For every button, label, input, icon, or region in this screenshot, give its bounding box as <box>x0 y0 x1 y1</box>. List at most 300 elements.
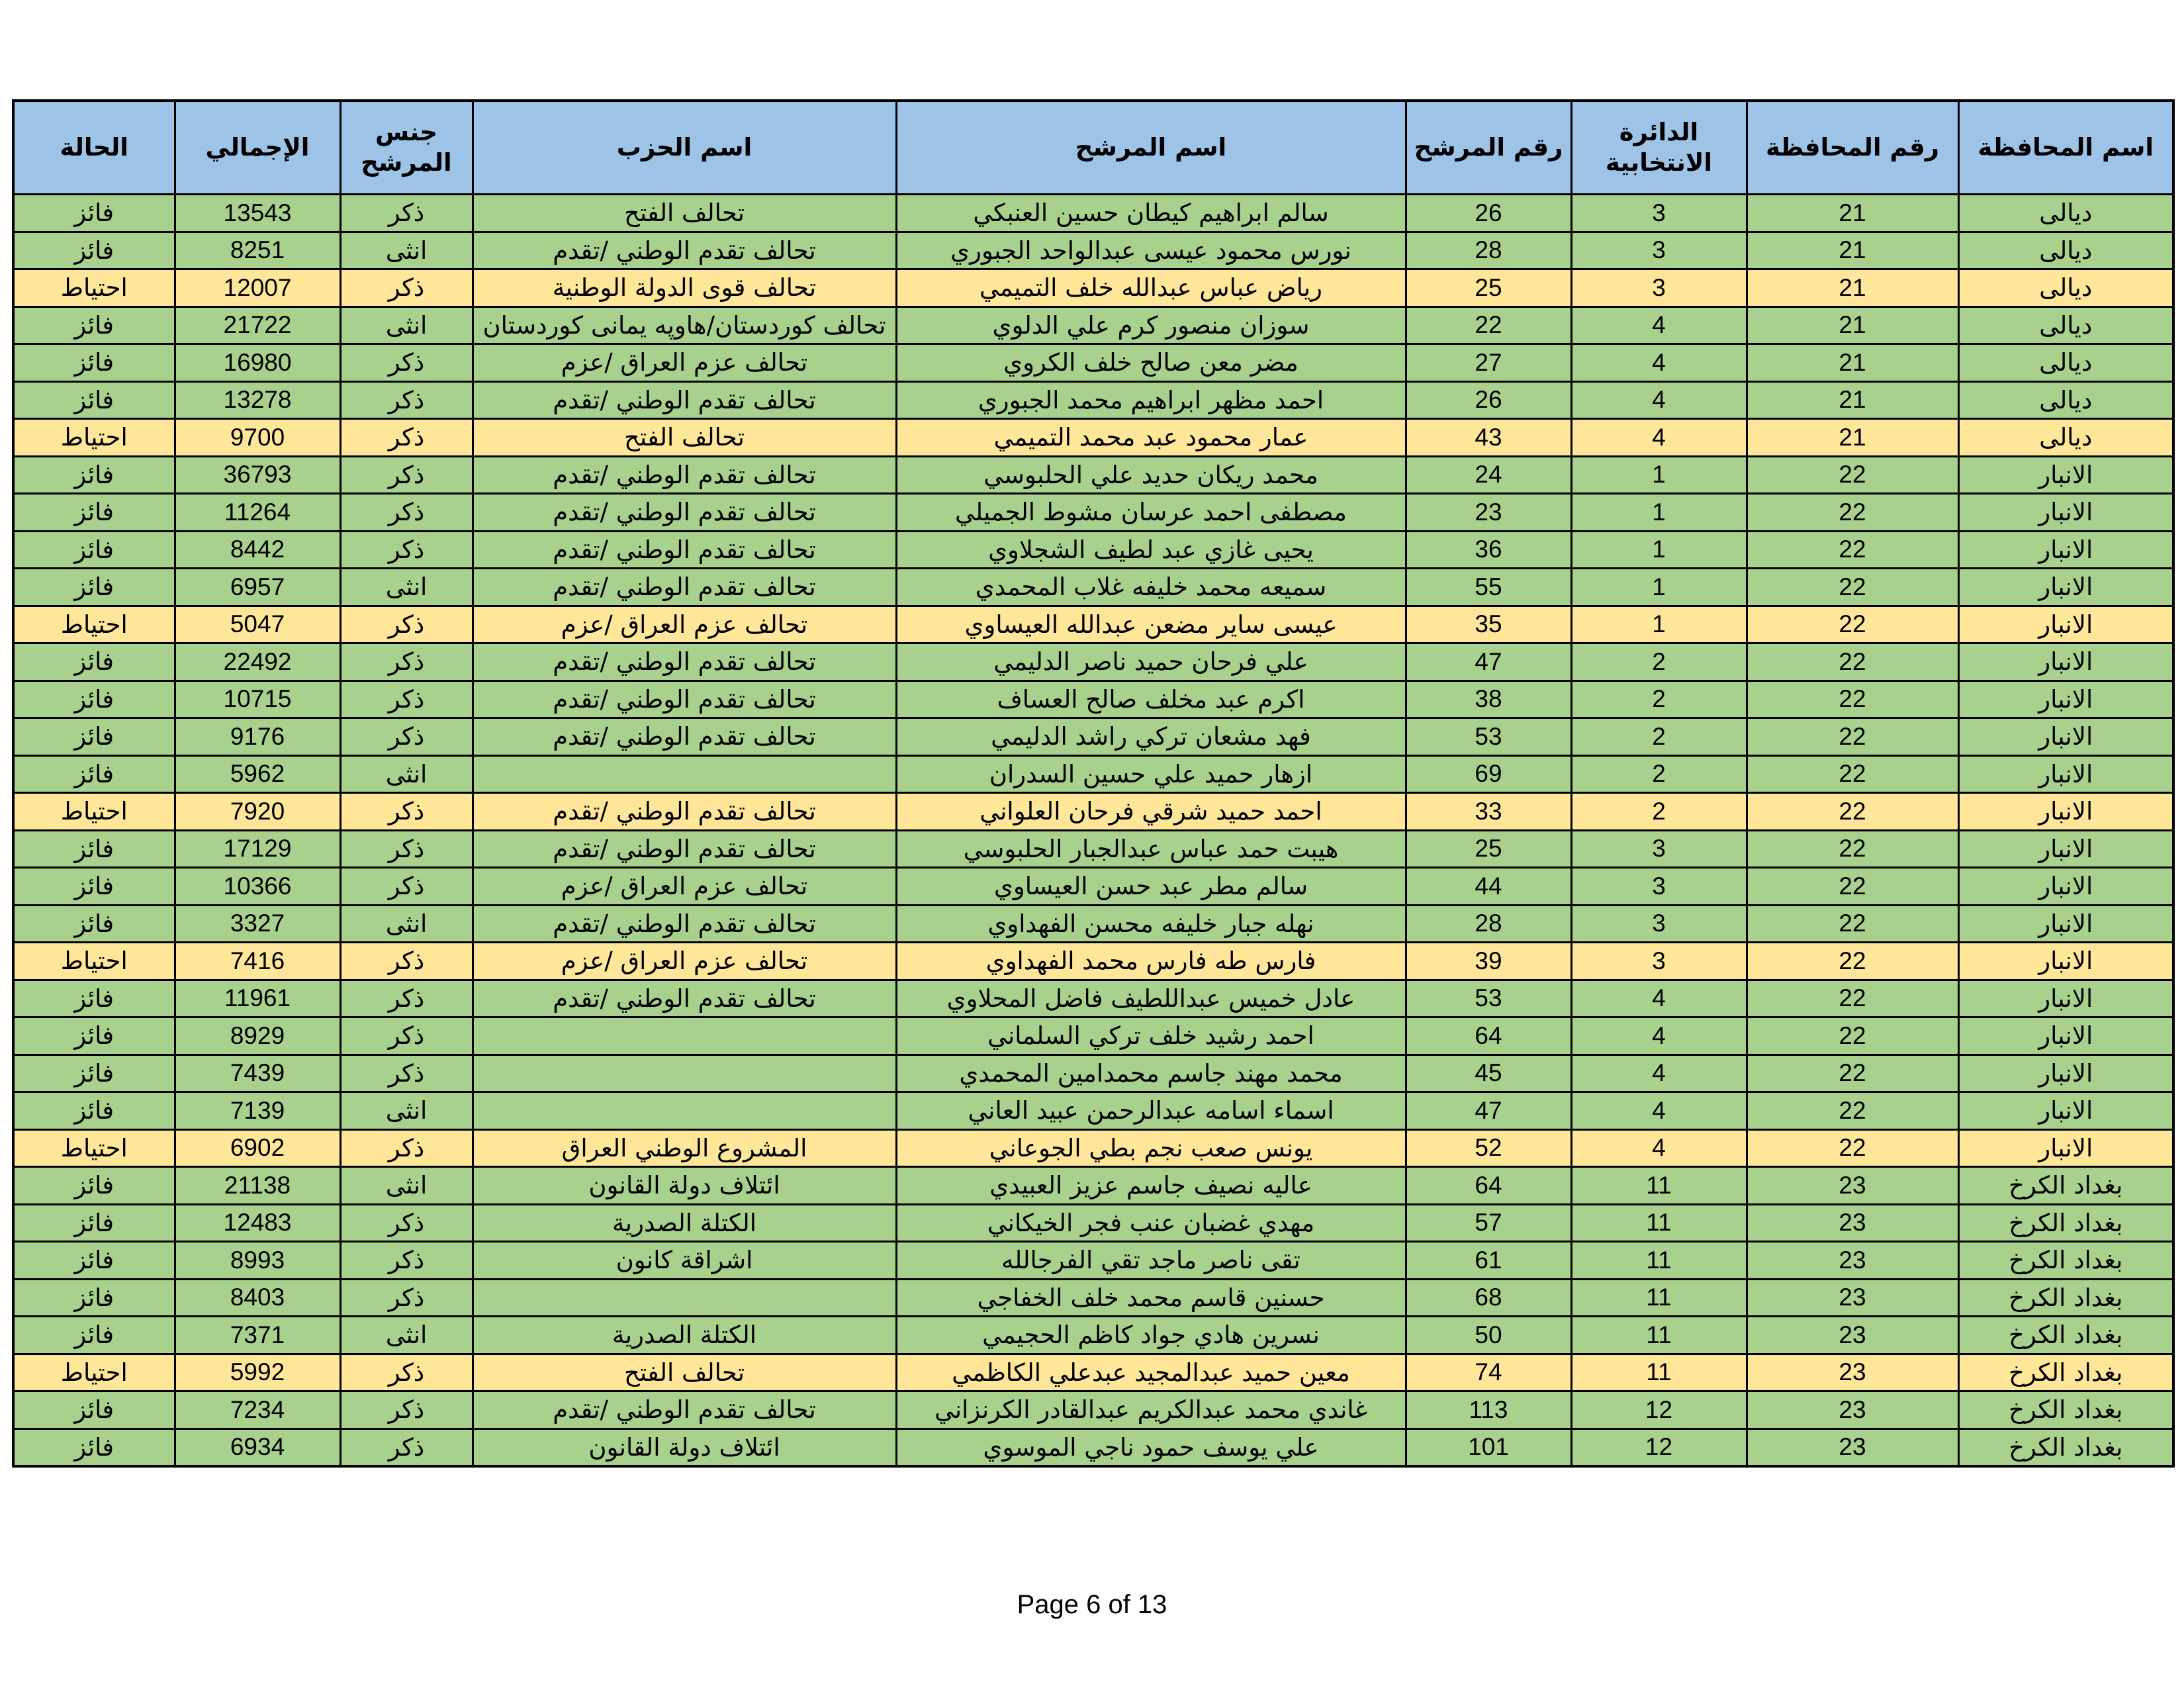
total-votes-cell: 6934 <box>175 1429 340 1466</box>
party-name-cell: الكتلة الصدرية <box>473 1204 896 1242</box>
gender-cell: انثى <box>340 306 473 344</box>
status-cell: احتياط <box>13 1129 175 1167</box>
candidate-number-cell: 44 <box>1406 868 1571 906</box>
governorate-number-cell: 23 <box>1747 1204 1958 1242</box>
candidate-name-cell: حسنين قاسم محمد خلف الخفاجي <box>896 1279 1406 1317</box>
governorate-name-cell: الانبار <box>1958 1017 2173 1055</box>
total-votes-cell: 36793 <box>175 456 340 494</box>
candidate-name-cell: ازهار حميد علي حسين السدران <box>896 755 1406 793</box>
candidate-number-cell: 113 <box>1406 1391 1571 1429</box>
total-votes-cell: 13543 <box>175 195 340 232</box>
candidate-name-cell: سالم ابراهيم كيطان حسين العنبكي <box>896 195 1406 232</box>
candidate-number-cell: 25 <box>1406 830 1571 868</box>
status-cell: فائز <box>13 1204 175 1242</box>
candidate-name-cell: محمد ريكان حديد علي الحلبوسي <box>896 456 1406 494</box>
governorate-number-cell: 23 <box>1747 1279 1958 1317</box>
total-votes-cell: 7234 <box>175 1391 340 1429</box>
district-cell: 11 <box>1571 1204 1747 1242</box>
status-cell: احتياط <box>13 1354 175 1391</box>
status-cell: فائز <box>13 1279 175 1317</box>
candidate-name-cell: نهله جبار خليفه محسن الفهداوي <box>896 905 1406 943</box>
page-number: Page 6 of 13 <box>1017 1590 1167 1619</box>
gender-cell: انثى <box>340 1092 473 1130</box>
governorate-number-cell: 21 <box>1747 269 1958 307</box>
gender-cell: ذكر <box>340 1129 473 1167</box>
governorate-name-cell: بغداد الكرخ <box>1958 1242 2173 1280</box>
district-cell: 1 <box>1571 569 1747 606</box>
candidate-name-cell: تقى ناصر ماجد تقي الفرجالله <box>896 1242 1406 1280</box>
governorate-number-cell: 22 <box>1747 1017 1958 1055</box>
district-cell: 3 <box>1571 943 1747 980</box>
status-cell: فائز <box>13 1391 175 1429</box>
governorate-number-cell: 21 <box>1747 195 1958 232</box>
candidate-number-cell: 74 <box>1406 1354 1571 1391</box>
governorate-number-cell: 21 <box>1747 232 1958 269</box>
candidate-number-cell: 28 <box>1406 905 1571 943</box>
candidate-name-cell: هيبت حمد عباس عبدالجبار الحلبوسي <box>896 830 1406 868</box>
governorate-number-cell: 22 <box>1747 1129 1958 1167</box>
gender-cell: انثى <box>340 569 473 606</box>
gender-cell: ذكر <box>340 830 473 868</box>
governorate-name-cell: الانبار <box>1958 1055 2173 1092</box>
party-name-cell: اشراقة كانون <box>473 1242 896 1280</box>
table-row <box>13 755 2173 793</box>
gender-cell: ذكر <box>340 793 473 831</box>
status-cell: احتياط <box>13 419 175 457</box>
district-cell: 3 <box>1571 830 1747 868</box>
party-name-cell: تحالف تقدم الوطني /تقدم <box>473 980 896 1017</box>
district-cell: 4 <box>1571 1055 1747 1092</box>
governorate-name-cell: بغداد الكرخ <box>1958 1354 2173 1391</box>
status-cell: فائز <box>13 1017 175 1055</box>
governorate-name-cell: الانبار <box>1958 868 2173 906</box>
table-row <box>13 1204 2173 1242</box>
governorate-name-cell: بغداد الكرخ <box>1958 1204 2173 1242</box>
results-table <box>12 99 2175 1468</box>
governorate-name-cell: الانبار <box>1958 531 2173 569</box>
gender-cell: ذكر <box>340 606 473 643</box>
status-cell: فائز <box>13 381 175 419</box>
governorate-number-cell: 22 <box>1747 531 1958 569</box>
district-cell: 12 <box>1571 1429 1747 1466</box>
gender-cell: ذكر <box>340 381 473 419</box>
governorate-number-cell: 21 <box>1747 381 1958 419</box>
governorate-name-cell: الانبار <box>1958 980 2173 1017</box>
total-votes-cell: 21722 <box>175 306 340 344</box>
total-votes-cell: 13278 <box>175 381 340 419</box>
party-name-cell <box>473 1055 896 1092</box>
gender-cell: ذكر <box>340 456 473 494</box>
table-row <box>13 943 2173 980</box>
party-name-cell: تحالف تقدم الوطني /تقدم <box>473 793 896 831</box>
table-row <box>13 381 2173 419</box>
gender-cell: ذكر <box>340 1017 473 1055</box>
table-row <box>13 718 2173 756</box>
table-row <box>13 1242 2173 1280</box>
governorate-name-cell: ديالى <box>1958 195 2173 232</box>
candidate-name-cell: يونس صعب نجم بطي الجوعاني <box>896 1129 1406 1167</box>
total-votes-cell: 7139 <box>175 1092 340 1130</box>
governorate-name-cell: الانبار <box>1958 643 2173 681</box>
governorate-name-cell: الانبار <box>1958 680 2173 718</box>
candidate-number-cell: 36 <box>1406 531 1571 569</box>
governorate-number-cell: 22 <box>1747 456 1958 494</box>
gender-cell: ذكر <box>340 1279 473 1317</box>
total-votes-cell: 8929 <box>175 1017 340 1055</box>
header-candidate-gender: جنس المرشح <box>340 101 473 195</box>
party-name-cell: تحالف عزم العراق /عزم <box>473 868 896 906</box>
governorate-name-cell: بغداد الكرخ <box>1958 1167 2173 1205</box>
gender-cell: ذكر <box>340 1429 473 1466</box>
total-votes-cell: 11961 <box>175 980 340 1017</box>
governorate-name-cell: ديالى <box>1958 269 2173 307</box>
governorate-number-cell: 23 <box>1747 1317 1958 1354</box>
governorate-name-cell: ديالى <box>1958 306 2173 344</box>
status-cell: فائز <box>13 306 175 344</box>
total-votes-cell: 7439 <box>175 1055 340 1092</box>
party-name-cell <box>473 1279 896 1317</box>
gender-cell: ذكر <box>340 980 473 1017</box>
status-cell: فائز <box>13 1317 175 1354</box>
governorate-name-cell: الانبار <box>1958 456 2173 494</box>
status-cell: فائز <box>13 680 175 718</box>
candidate-number-cell: 38 <box>1406 680 1571 718</box>
governorate-number-cell: 21 <box>1747 344 1958 382</box>
district-cell: 11 <box>1571 1317 1747 1354</box>
table-row <box>13 1354 2173 1391</box>
district-cell: 2 <box>1571 755 1747 793</box>
gender-cell: ذكر <box>340 643 473 681</box>
district-cell: 2 <box>1571 643 1747 681</box>
candidate-name-cell: عاليه نصيف جاسم عزيز العبيدي <box>896 1167 1406 1205</box>
status-cell: فائز <box>13 195 175 232</box>
gender-cell: ذكر <box>340 680 473 718</box>
table-row <box>13 793 2173 831</box>
table-row <box>13 905 2173 943</box>
gender-cell: ذكر <box>340 195 473 232</box>
candidate-number-cell: 25 <box>1406 269 1571 307</box>
governorate-name-cell: الانبار <box>1958 905 2173 943</box>
candidate-number-cell: 45 <box>1406 1055 1571 1092</box>
district-cell: 4 <box>1571 1092 1747 1130</box>
header-party-name: اسم الحزب <box>473 101 896 195</box>
table-row <box>13 531 2173 569</box>
candidate-name-cell: مهدي غضبان عنب فجر الخيكاني <box>896 1204 1406 1242</box>
header-total-votes: الإجمالي <box>175 101 340 195</box>
total-votes-cell: 5047 <box>175 606 340 643</box>
table-row <box>13 980 2173 1017</box>
candidate-number-cell: 47 <box>1406 643 1571 681</box>
table-body <box>13 195 2173 1467</box>
governorate-name-cell: الانبار <box>1958 569 2173 606</box>
candidate-name-cell: اسماء اسامه عبدالرحمن عبيد العاني <box>896 1092 1406 1130</box>
district-cell: 1 <box>1571 456 1747 494</box>
candidate-name-cell: غاندي محمد عبدالكريم عبدالقادر الكرنزاني <box>896 1391 1406 1429</box>
candidate-name-cell: مضر معن صالح خلف الكروي <box>896 344 1406 382</box>
party-name-cell: تحالف قوى الدولة الوطنية <box>473 269 896 307</box>
candidate-number-cell: 26 <box>1406 195 1571 232</box>
total-votes-cell: 11264 <box>175 494 340 532</box>
gender-cell: انثى <box>340 1167 473 1205</box>
governorate-number-cell: 22 <box>1747 905 1958 943</box>
table-row <box>13 306 2173 344</box>
gender-cell: ذكر <box>340 269 473 307</box>
party-name-cell: تحالف تقدم الوطني /تقدم <box>473 531 896 569</box>
table-row <box>13 606 2173 643</box>
candidate-name-cell: احمد رشيد خلف تركي السلماني <box>896 1017 1406 1055</box>
table-row <box>13 195 2173 232</box>
total-votes-cell: 17129 <box>175 830 340 868</box>
total-votes-cell: 9176 <box>175 718 340 756</box>
candidate-number-cell: 26 <box>1406 381 1571 419</box>
governorate-number-cell: 21 <box>1747 306 1958 344</box>
total-votes-cell: 8993 <box>175 1242 340 1280</box>
total-votes-cell: 5962 <box>175 755 340 793</box>
governorate-name-cell: بغداد الكرخ <box>1958 1279 2173 1317</box>
district-cell: 1 <box>1571 606 1747 643</box>
governorate-number-cell: 23 <box>1747 1167 1958 1205</box>
candidate-number-cell: 47 <box>1406 1092 1571 1130</box>
party-name-cell: تحالف تقدم الوطني /تقدم <box>473 643 896 681</box>
candidate-number-cell: 55 <box>1406 569 1571 606</box>
governorate-number-cell: 22 <box>1747 606 1958 643</box>
status-cell: فائز <box>13 494 175 532</box>
governorate-number-cell: 22 <box>1747 569 1958 606</box>
candidate-name-cell: فارس طه فارس محمد الفهداوي <box>896 943 1406 980</box>
candidate-number-cell: 23 <box>1406 494 1571 532</box>
status-cell: فائز <box>13 718 175 756</box>
party-name-cell: تحالف تقدم الوطني /تقدم <box>473 905 896 943</box>
governorate-name-cell: ديالى <box>1958 344 2173 382</box>
governorate-name-cell: الانبار <box>1958 755 2173 793</box>
table-row <box>13 419 2173 457</box>
total-votes-cell: 5992 <box>175 1354 340 1391</box>
gender-cell: ذكر <box>340 494 473 532</box>
status-cell: فائز <box>13 1055 175 1092</box>
table-row <box>13 1129 2173 1167</box>
table-row <box>13 494 2173 532</box>
governorate-name-cell: ديالى <box>1958 419 2173 457</box>
district-cell: 3 <box>1571 195 1747 232</box>
party-name-cell: تحالف الفتح <box>473 195 896 232</box>
governorate-number-cell: 22 <box>1747 680 1958 718</box>
candidate-name-cell: سميعه محمد خليفه غلاب المحمدي <box>896 569 1406 606</box>
table-row <box>13 1092 2173 1130</box>
candidate-number-cell: 61 <box>1406 1242 1571 1280</box>
party-name-cell: تحالف تقدم الوطني /تقدم <box>473 569 896 606</box>
governorate-number-cell: 22 <box>1747 1092 1958 1130</box>
party-name-cell: تحالف تقدم الوطني /تقدم <box>473 718 896 756</box>
status-cell: فائز <box>13 830 175 868</box>
district-cell: 11 <box>1571 1242 1747 1280</box>
total-votes-cell: 9700 <box>175 419 340 457</box>
governorate-name-cell: بغداد الكرخ <box>1958 1429 2173 1466</box>
party-name-cell: تحالف كوردستان/هاوپه یمانی كوردستان <box>473 306 896 344</box>
district-cell: 4 <box>1571 980 1747 1017</box>
party-name-cell <box>473 1017 896 1055</box>
party-name-cell: ائتلاف دولة القانون <box>473 1429 896 1466</box>
table-row <box>13 1055 2173 1092</box>
candidate-name-cell: معين حميد عبدالمجيد عبدعلي الكاظمي <box>896 1354 1406 1391</box>
governorate-number-cell: 21 <box>1747 419 1958 457</box>
status-cell: فائز <box>13 569 175 606</box>
district-cell: 2 <box>1571 793 1747 831</box>
district-cell: 1 <box>1571 531 1747 569</box>
governorate-number-cell: 22 <box>1747 494 1958 532</box>
total-votes-cell: 22492 <box>175 643 340 681</box>
candidate-name-cell: يحيى غازي عبد لطيف الشجلاوي <box>896 531 1406 569</box>
governorate-name-cell: الانبار <box>1958 1129 2173 1167</box>
district-cell: 4 <box>1571 344 1747 382</box>
candidate-number-cell: 69 <box>1406 755 1571 793</box>
district-cell: 11 <box>1571 1354 1747 1391</box>
gender-cell: ذكر <box>340 943 473 980</box>
candidate-name-cell: مصطفى احمد عرسان مشوط الجميلي <box>896 494 1406 532</box>
governorate-number-cell: 23 <box>1747 1354 1958 1391</box>
candidate-name-cell: فهد مشعان تركي راشد الدليمي <box>896 718 1406 756</box>
district-cell: 2 <box>1571 718 1747 756</box>
status-cell: فائز <box>13 980 175 1017</box>
governorate-number-cell: 22 <box>1747 755 1958 793</box>
table-row <box>13 1429 2173 1466</box>
candidate-number-cell: 24 <box>1406 456 1571 494</box>
district-cell: 2 <box>1571 680 1747 718</box>
governorate-number-cell: 23 <box>1747 1391 1958 1429</box>
candidate-name-cell: سالم مطر عبد حسن العيساوي <box>896 868 1406 906</box>
candidate-number-cell: 52 <box>1406 1129 1571 1167</box>
district-cell: 12 <box>1571 1391 1747 1429</box>
total-votes-cell: 8403 <box>175 1279 340 1317</box>
governorate-name-cell: الانبار <box>1958 943 2173 980</box>
governorate-name-cell: بغداد الكرخ <box>1958 1391 2173 1429</box>
header-governorate-name: اسم المحافظة <box>1958 101 2173 195</box>
table-row <box>13 868 2173 906</box>
governorate-number-cell: 22 <box>1747 718 1958 756</box>
candidate-name-cell: عيسى ساير مضعن عبدالله العيساوي <box>896 606 1406 643</box>
district-cell: 1 <box>1571 494 1747 532</box>
candidate-name-cell: علي فرحان حميد ناصر الدليمي <box>896 643 1406 681</box>
party-name-cell: تحالف تقدم الوطني /تقدم <box>473 1391 896 1429</box>
gender-cell: ذكر <box>340 718 473 756</box>
status-cell: فائز <box>13 344 175 382</box>
status-cell: فائز <box>13 868 175 906</box>
gender-cell: ذكر <box>340 1391 473 1429</box>
total-votes-cell: 8442 <box>175 531 340 569</box>
status-cell: فائز <box>13 643 175 681</box>
party-name-cell: ائتلاف دولة القانون <box>473 1167 896 1205</box>
gender-cell: ذكر <box>340 1354 473 1391</box>
table-row <box>13 1317 2173 1354</box>
candidate-number-cell: 43 <box>1406 419 1571 457</box>
table-row <box>13 569 2173 606</box>
candidate-name-cell: نسرين هادي جواد كاظم الحجيمي <box>896 1317 1406 1354</box>
district-cell: 4 <box>1571 306 1747 344</box>
status-cell: فائز <box>13 232 175 269</box>
governorate-number-cell: 22 <box>1747 793 1958 831</box>
candidate-number-cell: 35 <box>1406 606 1571 643</box>
party-name-cell: تحالف تقدم الوطني /تقدم <box>473 232 896 269</box>
gender-cell: ذكر <box>340 531 473 569</box>
district-cell: 3 <box>1571 232 1747 269</box>
total-votes-cell: 21138 <box>175 1167 340 1205</box>
status-cell: فائز <box>13 456 175 494</box>
governorate-number-cell: 23 <box>1747 1242 1958 1280</box>
total-votes-cell: 7371 <box>175 1317 340 1354</box>
status-cell: احتياط <box>13 606 175 643</box>
candidate-name-cell: عمار محمود عبد محمد التميمي <box>896 419 1406 457</box>
candidate-number-cell: 22 <box>1406 306 1571 344</box>
party-name-cell: تحالف عزم العراق /عزم <box>473 344 896 382</box>
candidate-number-cell: 68 <box>1406 1279 1571 1317</box>
gender-cell: ذكر <box>340 1242 473 1280</box>
candidate-name-cell: رياض عباس عبدالله خلف التميمي <box>896 269 1406 307</box>
party-name-cell <box>473 1092 896 1130</box>
table-header-row <box>13 101 2173 195</box>
total-votes-cell: 6957 <box>175 569 340 606</box>
district-cell: 3 <box>1571 868 1747 906</box>
status-cell: احتياط <box>13 943 175 980</box>
header-governorate-number: رقم المحافظة <box>1747 101 1958 195</box>
governorate-name-cell: الانبار <box>1958 830 2173 868</box>
total-votes-cell: 10715 <box>175 680 340 718</box>
candidate-name-cell: سوزان منصور كرم علي الدلوي <box>896 306 1406 344</box>
candidate-number-cell: 39 <box>1406 943 1571 980</box>
party-name-cell <box>473 755 896 793</box>
gender-cell: ذكر <box>340 868 473 906</box>
status-cell: احتياط <box>13 269 175 307</box>
candidate-number-cell: 28 <box>1406 232 1571 269</box>
governorate-number-cell: 22 <box>1747 980 1958 1017</box>
gender-cell: انثى <box>340 755 473 793</box>
header-candidate-name: اسم المرشح <box>896 101 1406 195</box>
candidate-number-cell: 50 <box>1406 1317 1571 1354</box>
status-cell: فائز <box>13 1167 175 1205</box>
gender-cell: انثى <box>340 1317 473 1354</box>
total-votes-cell: 3327 <box>175 905 340 943</box>
table-row <box>13 830 2173 868</box>
district-cell: 4 <box>1571 419 1747 457</box>
status-cell: فائز <box>13 755 175 793</box>
candidate-name-cell: علي يوسف حمود ناجي الموسوي <box>896 1429 1406 1466</box>
candidate-number-cell: 101 <box>1406 1429 1571 1466</box>
candidate-number-cell: 27 <box>1406 344 1571 382</box>
candidate-name-cell: نورس محمود عيسى عبدالواحد الجبوري <box>896 232 1406 269</box>
district-cell: 4 <box>1571 1017 1747 1055</box>
governorate-number-cell: 22 <box>1747 643 1958 681</box>
gender-cell: ذكر <box>340 1055 473 1092</box>
table-row <box>13 1167 2173 1205</box>
district-cell: 4 <box>1571 1129 1747 1167</box>
party-name-cell: تحالف الفتح <box>473 1354 896 1391</box>
status-cell: فائز <box>13 905 175 943</box>
table-row <box>13 456 2173 494</box>
status-cell: فائز <box>13 1429 175 1466</box>
total-votes-cell: 10366 <box>175 868 340 906</box>
status-cell: فائز <box>13 1242 175 1280</box>
governorate-number-cell: 22 <box>1747 943 1958 980</box>
header-electoral-district: الدائرة الانتخابية <box>1571 101 1747 195</box>
gender-cell: ذكر <box>340 419 473 457</box>
party-name-cell: المشروع الوطني العراق <box>473 1129 896 1167</box>
district-cell: 11 <box>1571 1279 1747 1317</box>
table-row <box>13 232 2173 269</box>
table-row <box>13 680 2173 718</box>
governorate-name-cell: الانبار <box>1958 606 2173 643</box>
governorate-name-cell: الانبار <box>1958 494 2173 532</box>
total-votes-cell: 7920 <box>175 793 340 831</box>
governorate-number-cell: 23 <box>1747 1429 1958 1466</box>
table-row <box>13 1017 2173 1055</box>
